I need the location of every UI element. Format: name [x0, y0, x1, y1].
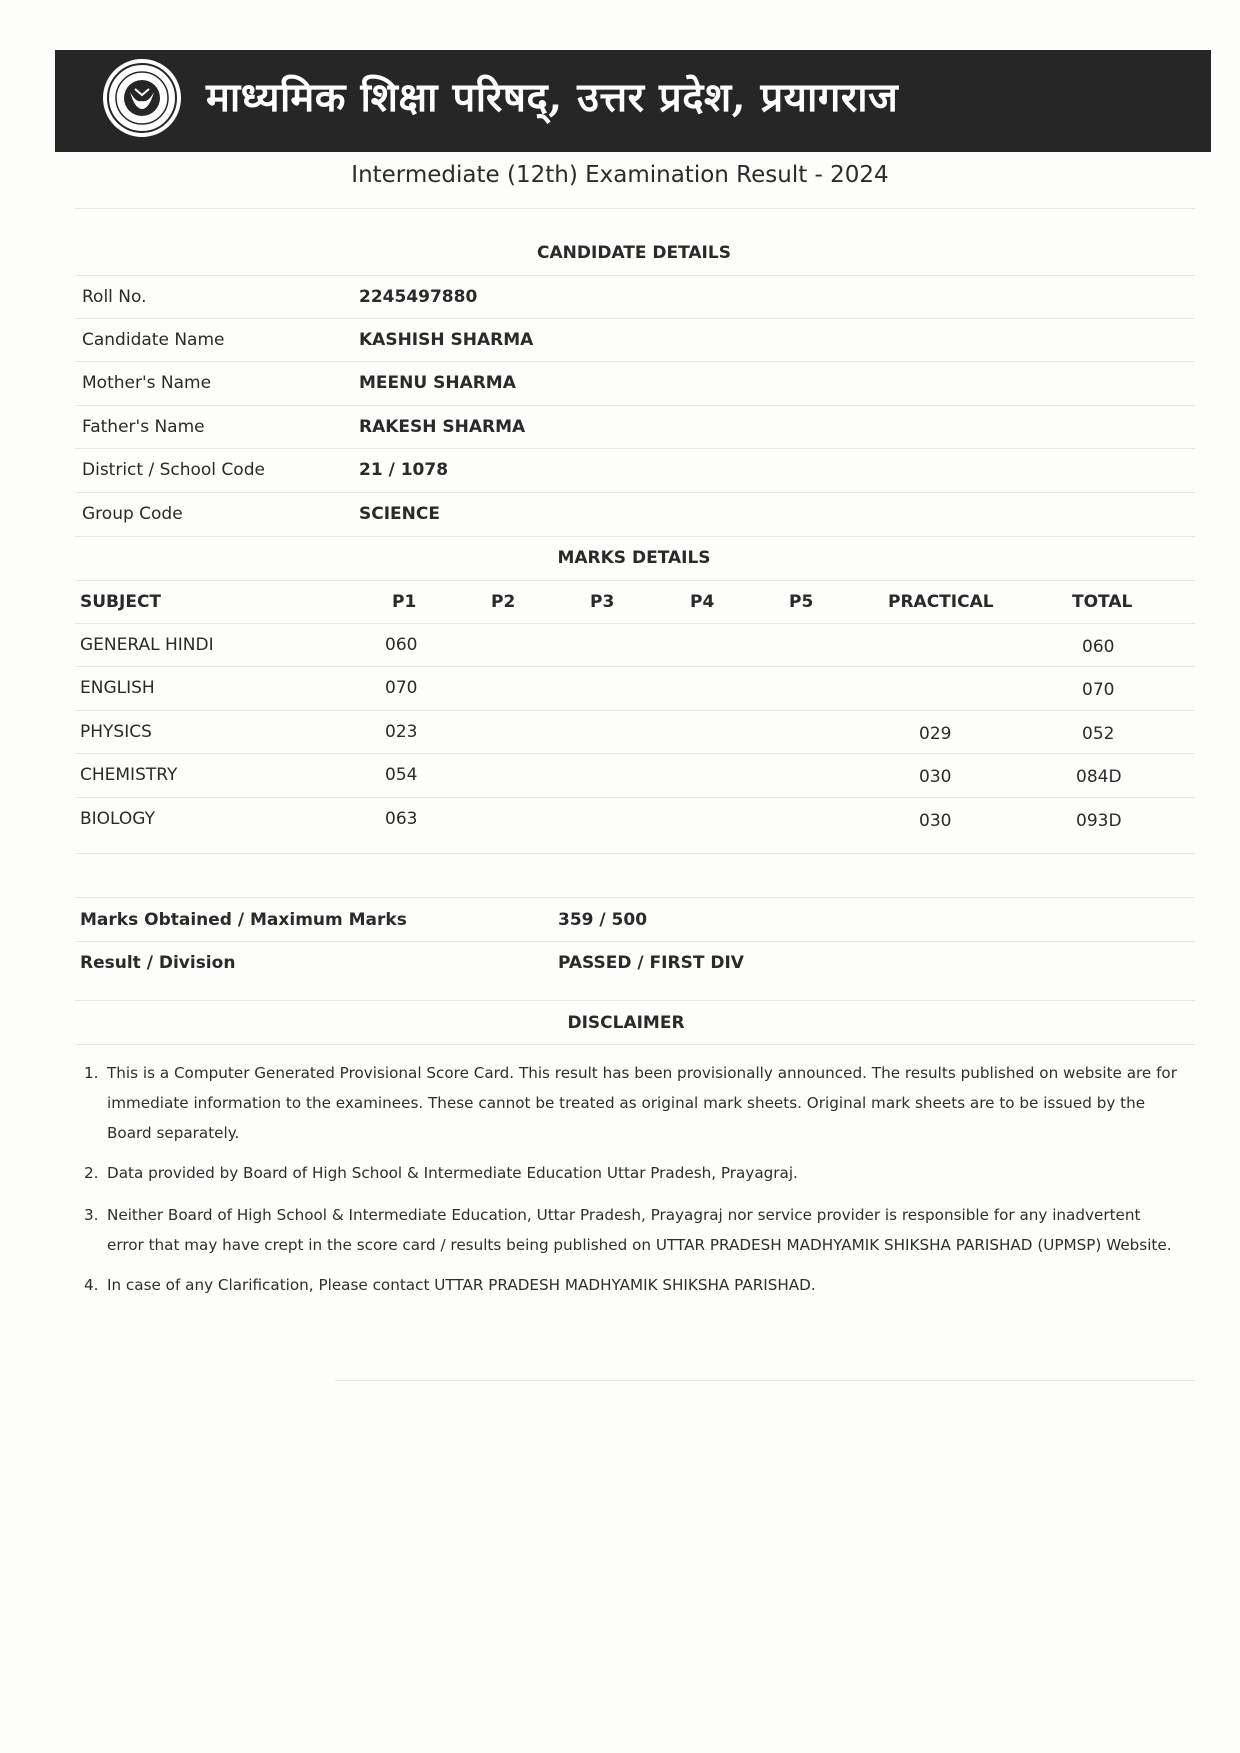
divider [75, 666, 1195, 667]
p1-cell: 063 [385, 809, 418, 829]
mother-name-label: Mother's Name [82, 373, 212, 393]
col-p3: P3 [590, 592, 615, 612]
disclaimer-item-number: 2. [84, 1164, 99, 1182]
up-govt-emblem-icon [100, 56, 184, 140]
p1-cell: 070 [385, 678, 418, 698]
divider [75, 208, 1195, 209]
father-name-value: RAKESH SHARMA [359, 417, 526, 437]
divider [75, 710, 1195, 711]
subject-cell: PHYSICS [80, 722, 152, 742]
divider [75, 753, 1195, 754]
divider [75, 1000, 1195, 1001]
divider [75, 580, 1195, 581]
divider [75, 448, 1195, 449]
subject-cell: ENGLISH [80, 678, 155, 698]
p1-cell: 023 [385, 722, 418, 742]
result-division-value: PASSED / FIRST DIV [558, 953, 744, 973]
group-code-value: SCIENCE [359, 504, 440, 524]
p1-cell: 054 [385, 765, 418, 785]
divider [75, 853, 1195, 854]
roll-no-label: Roll No. [82, 287, 147, 307]
marks-obtained-label: Marks Obtained / Maximum Marks [80, 910, 407, 930]
subject-cell: CHEMISTRY [80, 765, 178, 785]
divider [75, 275, 1195, 276]
divider [75, 897, 1195, 898]
disclaimer-item-number: 3. [84, 1206, 99, 1224]
practical-cell: 030 [919, 811, 952, 831]
col-p1: P1 [392, 592, 417, 612]
col-p2: P2 [491, 592, 516, 612]
divider [75, 623, 1195, 624]
divider [75, 797, 1195, 798]
divider [75, 405, 1195, 406]
roll-no-value: 2245497880 [359, 287, 478, 307]
board-title-hindi: माध्यमिक शिक्षा परिषद्, उत्तर प्रदेश, प्रयागराज [206, 74, 899, 121]
col-p5: P5 [789, 592, 814, 612]
p1-cell: 060 [385, 635, 418, 655]
disclaimer-item-number: 1. [84, 1064, 99, 1082]
divider [75, 361, 1195, 362]
practical-cell: 029 [919, 724, 952, 744]
mother-name-value: MEENU SHARMA [359, 373, 516, 393]
divider [75, 318, 1195, 319]
candidate-name-value: KASHISH SHARMA [359, 330, 534, 350]
subject-cell: BIOLOGY [80, 809, 156, 829]
total-cell: 052 [1082, 724, 1115, 744]
total-cell: 060 [1082, 637, 1115, 657]
exam-title: Intermediate (12th) Examination Result - 2024 [351, 162, 889, 188]
result-division-label: Result / Division [80, 953, 236, 973]
total-cell: 093D [1076, 811, 1122, 831]
disclaimer-item-text: Neither Board of High School & Intermediate Education, Uttar Pradesh, Prayagraj nor service provider is responsible for any inadvertent error that may have crept in the score card / results being published on UTTAR PRADESH MADHYAMIK SHIKSHA PARISHAD (UPMSP) Website. [107, 1206, 1172, 1254]
divider [335, 1380, 1195, 1381]
district-school-code-label: District / School Code [82, 460, 265, 480]
disclaimer-item-text: In case of any Clarification, Please contact UTTAR PRADESH MADHYAMIK SHIKSHA PARISHAD. [107, 1276, 816, 1294]
disclaimer-item-number: 4. [84, 1276, 99, 1294]
marks-obtained-value: 359 / 500 [558, 910, 648, 930]
candidate-name-label: Candidate Name [82, 330, 225, 350]
practical-cell: 030 [919, 767, 952, 787]
divider [75, 536, 1195, 537]
divider [75, 492, 1195, 493]
disclaimer-heading: DISCLAIMER [567, 1013, 685, 1033]
disclaimer-item-text: Data provided by Board of High School & Intermediate Education Uttar Pradesh, Prayagraj. [107, 1164, 798, 1182]
district-school-code-value: 21 / 1078 [359, 460, 449, 480]
marks-details-heading: MARKS DETAILS [557, 548, 711, 568]
disclaimer-item-text: This is a Computer Generated Provisional Score Card. This result has been provisionally announced. The results published on website are for immediate information to the examinees. These cannot be treated as original mark sheets. Original mark sheets are to be issued by the Board separately. [107, 1064, 1177, 1142]
divider [75, 941, 1195, 942]
group-code-label: Group Code [82, 504, 183, 524]
father-name-label: Father's Name [82, 417, 205, 437]
col-total: TOTAL [1072, 592, 1133, 612]
total-cell: 070 [1082, 680, 1115, 700]
subject-cell: GENERAL HINDI [80, 635, 214, 655]
total-cell: 084D [1076, 767, 1122, 787]
candidate-details-heading: CANDIDATE DETAILS [537, 243, 731, 263]
col-practical: PRACTICAL [888, 592, 994, 612]
col-subject: SUBJECT [80, 592, 162, 612]
col-p4: P4 [690, 592, 715, 612]
divider [75, 1044, 1195, 1045]
